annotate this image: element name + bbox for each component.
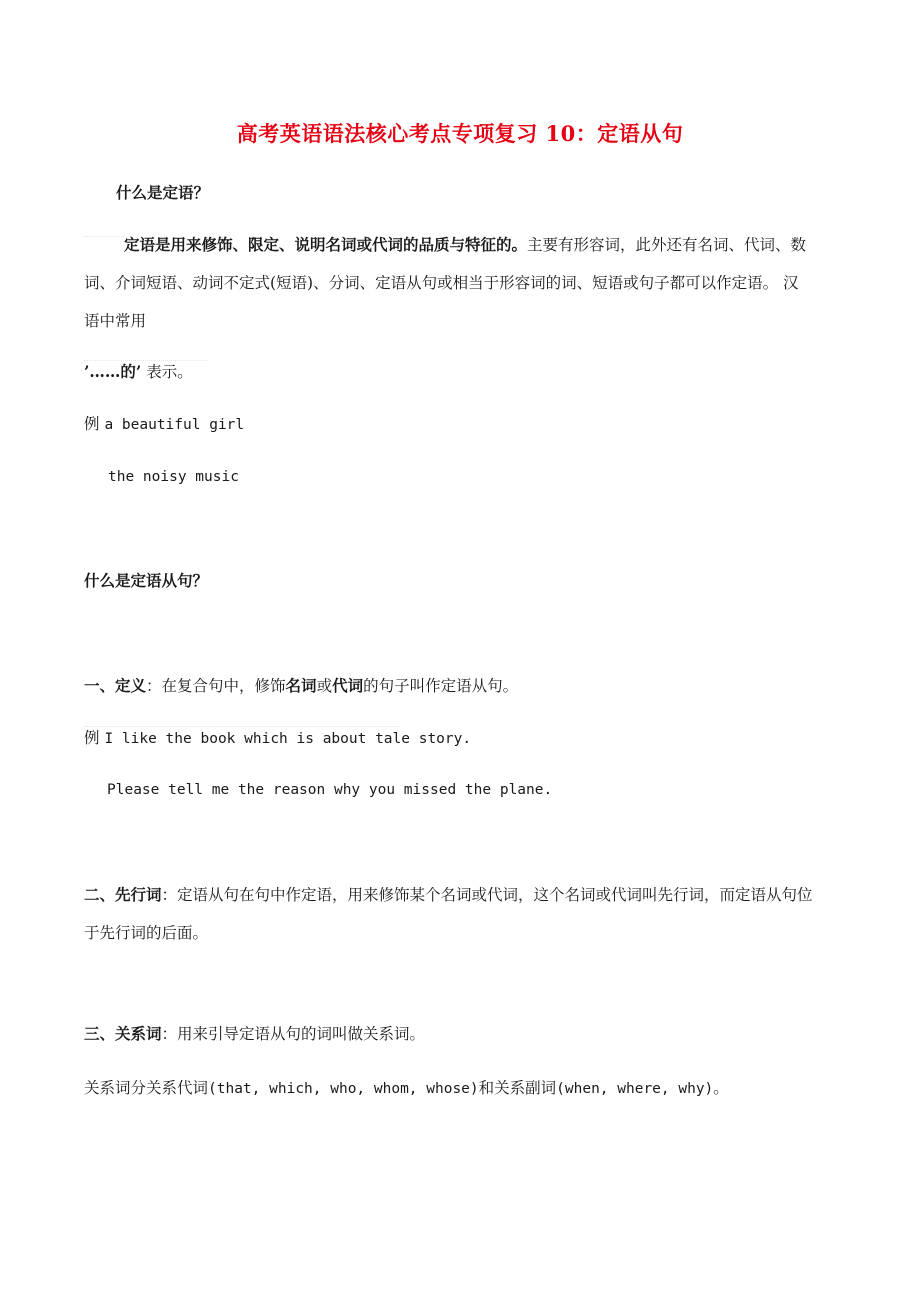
de-quote-rest: 表示。 [141, 363, 193, 381]
example-text: a beautiful girl [104, 417, 245, 433]
section-text: 和关系副词 [478, 1079, 557, 1097]
divider [84, 236, 124, 237]
de-quote: ’……的’ [84, 362, 142, 381]
section-text: 的句子叫作定语从句。 [363, 677, 519, 695]
example-1-line-b: the noisy music [108, 469, 239, 485]
definition-line-1 [124, 233, 806, 257]
example-2-line-b: Please tell me the reason why you missed the plane. [107, 782, 553, 798]
term-pronoun: 代词 [332, 676, 364, 695]
de-expression-line [84, 360, 193, 384]
relative-words-list [84, 1076, 729, 1101]
conjunction: 或 [316, 677, 333, 695]
section-text: 于先行词的后面。 [84, 924, 209, 942]
section-heading: 二、先行词 [84, 885, 162, 904]
example-text: I like the book which is about tale story. [104, 731, 472, 747]
question-what-is-attributive: 什么是定语？ [116, 183, 210, 202]
colon: ： [161, 886, 178, 904]
period: 。 [713, 1079, 729, 1097]
section-text: 在复合句中，修饰 [161, 677, 286, 695]
definition-rest: 主要有形容词，此外还有名词、代词、数 [527, 236, 807, 254]
section-heading: 一、定义 [84, 676, 147, 695]
definition-line-2: 词、介词短语、动词不定式(短语)、分词、定语从句或相当于形容词的词、短语或句子都可以作定语。 汉 [84, 274, 799, 292]
section-text: 用来引导定语从句的词叫做关系词。 [177, 1025, 426, 1043]
section-definition [84, 674, 518, 698]
example-label: 例 [84, 729, 100, 747]
relative-adverbs: (when, where, why) [556, 1081, 714, 1097]
section-text: 关系词分关系代词 [84, 1079, 209, 1097]
section-antecedent [84, 876, 840, 952]
section-text: 定语从句在句中作定语，用来修饰某个名词或代词，这个名词或代词叫先行词，而定语从句位 [177, 886, 813, 904]
definition-line-3: 语中常用 [84, 312, 147, 330]
definition-bold: 定语是用来修饰、限定、说明名词或代词的品质与特征的。 [124, 235, 528, 254]
question-what-is-attributive-clause: 什么是定语从句？ [84, 571, 209, 590]
colon: ： [146, 677, 162, 695]
colon: ： [161, 1025, 178, 1043]
example-1-line-a [84, 412, 244, 437]
section-relative-words [84, 1022, 425, 1046]
relative-pronouns: (that, which, who, whom, whose) [208, 1081, 479, 1097]
term-noun: 名词 [285, 676, 317, 695]
example-2-line-a [84, 726, 471, 751]
section-heading: 三、关系词 [84, 1024, 162, 1043]
example-label: 例 [84, 415, 100, 433]
document-title: 高考英语语法核心考点专项复习 10：定语从句 [236, 121, 684, 146]
